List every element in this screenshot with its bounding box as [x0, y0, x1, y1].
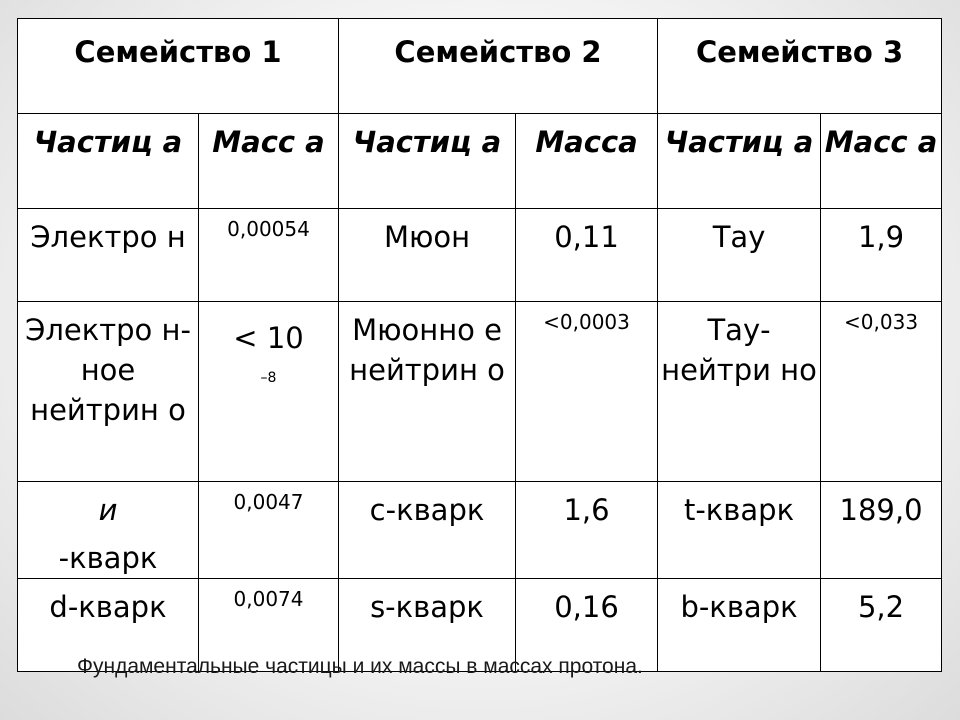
particle-suffix: -кварк	[58, 541, 158, 575]
header-particle-3-label: Частиц а	[664, 125, 814, 159]
particle-name: s-кварк	[370, 590, 484, 624]
particle-name: b-кварк	[680, 590, 798, 624]
particle-name: с-кварк	[369, 493, 485, 527]
mass-value: 5,2	[857, 590, 905, 624]
family-3-cell	[658, 19, 942, 114]
particle-name: Электро н-ное нейтрин о	[25, 313, 191, 427]
mass-cell	[199, 302, 339, 482]
mass-cell	[821, 482, 942, 579]
table-caption: Фундаментальные частицы и их массы в массах протона.	[77, 655, 643, 678]
header-particle-2	[339, 114, 516, 209]
particle-cell	[18, 209, 199, 302]
particle-cell	[18, 302, 199, 482]
mass-cell	[821, 302, 942, 482]
mass-base: < 10	[233, 321, 304, 355]
mass-value: 1,6	[563, 493, 610, 527]
particle-cell	[658, 482, 821, 579]
particle-cell	[339, 302, 516, 482]
header-mass-1	[199, 114, 339, 209]
family-2-cell	[339, 19, 658, 114]
family-1-cell	[18, 19, 339, 114]
mass-value: 0,16	[554, 590, 619, 624]
mass-cell	[199, 209, 339, 302]
header-particle-2-label: Частиц а	[352, 125, 502, 159]
mass-value: <0,0003	[543, 310, 630, 334]
mass-value: 0,00054	[227, 217, 310, 241]
particles-table	[17, 18, 942, 672]
header-particle-1-label: Частиц а	[33, 125, 183, 159]
particle-name: Мюонно е нейтрин о	[349, 313, 505, 387]
mass-value: <0,033	[844, 310, 919, 334]
mass-cell	[516, 302, 658, 482]
mass-value: 0,11	[554, 220, 619, 254]
mass-value: 0,0074	[233, 587, 304, 611]
table-row	[18, 302, 942, 482]
family-3-label: Семейство 3	[695, 35, 904, 69]
mass-cell	[199, 482, 339, 579]
header-mass-3-label: Масс а	[824, 125, 938, 159]
header-particle-1	[18, 114, 199, 209]
particle-cell	[339, 209, 516, 302]
mass-cell	[516, 209, 658, 302]
particle-name: Тау	[712, 220, 766, 254]
mass-exponent: –8	[260, 370, 277, 386]
particle-italic-letter: и	[98, 493, 118, 527]
particle-name	[18, 482, 198, 578]
family-2-label: Семейство 2	[394, 35, 602, 69]
table-row	[18, 482, 942, 579]
particle-cell	[658, 302, 821, 482]
particle-name: t-кварк	[683, 493, 795, 527]
header-particle-3	[658, 114, 821, 209]
mass-value	[199, 302, 338, 404]
mass-cell	[821, 579, 942, 672]
family-1-label: Семейство 1	[74, 35, 282, 69]
particle-cell	[658, 579, 821, 672]
mass-cell	[821, 209, 942, 302]
particle-cell	[18, 482, 199, 579]
table-row	[18, 209, 942, 302]
particle-cell	[658, 209, 821, 302]
particle-cell	[339, 482, 516, 579]
mass-value: 0,0047	[233, 490, 304, 514]
column-header-row	[18, 114, 942, 209]
particle-name: d-кварк	[49, 590, 167, 624]
mass-cell	[516, 482, 658, 579]
header-mass-3	[821, 114, 942, 209]
header-mass-2-label: Масса	[535, 125, 638, 159]
particle-name: Мюон	[383, 220, 471, 254]
particle-name: Электро н	[30, 220, 186, 254]
header-mass-2	[516, 114, 658, 209]
header-mass-1-label: Масс а	[212, 125, 325, 159]
mass-value: 189,0	[839, 493, 923, 527]
family-header-row	[18, 19, 942, 114]
mass-value: 1,9	[857, 220, 905, 254]
particle-name: Тау- нейтри но	[661, 313, 817, 387]
